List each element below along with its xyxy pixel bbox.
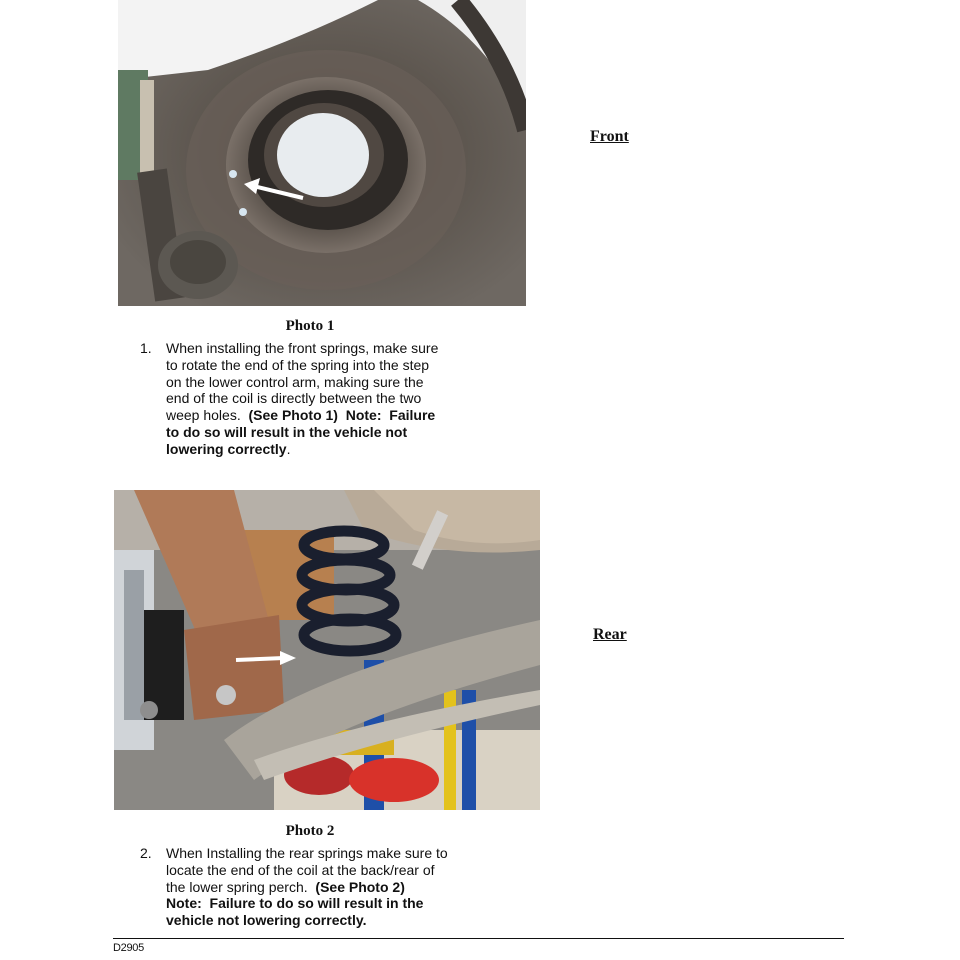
step-number: 2.: [140, 845, 152, 861]
step-line: [166, 845, 448, 862]
step-line-text: the lower spring perch.: [166, 878, 316, 895]
instruction-step-1: [140, 340, 480, 460]
step-line: [166, 879, 448, 896]
step-line: [166, 390, 438, 407]
step-line: [166, 340, 438, 357]
step-line: [166, 357, 438, 374]
photo-1-image: [118, 0, 526, 306]
photo-2-image: [114, 490, 540, 810]
step-line: [166, 895, 448, 912]
step-line: [166, 407, 438, 424]
rear-section-label: Rear: [593, 626, 627, 643]
photo-2-caption: Photo 2: [285, 823, 335, 839]
step-text: [166, 845, 448, 929]
footer-divider: [113, 938, 844, 939]
step-line: [166, 424, 438, 441]
step-line-bold-text: Note: Failure to do so will result in the: [166, 895, 424, 912]
step-line: [166, 441, 438, 458]
instruction-step-2: [140, 845, 480, 935]
step-line-text: on the lower control arm, making sure the: [166, 373, 424, 390]
step-line-text: to rotate the end of the spring into the step: [166, 356, 430, 373]
photo-1-front-spring-pocket: [118, 0, 526, 306]
step-line-text: When installing the front springs, make sure: [166, 340, 439, 356]
step-line-bold-text: to do so will result in the vehicle not: [166, 423, 408, 440]
step-line: [166, 862, 448, 879]
document-code: D2905: [113, 942, 144, 954]
step-number: 1.: [140, 340, 152, 356]
step-line-bold-text: (See Photo 2): [315, 878, 405, 895]
step-line-text: end of the coil is directly between the two: [166, 390, 422, 407]
photo-2-rear-spring: [114, 490, 540, 810]
step-line-bold-text: lowering correctly: [166, 440, 287, 457]
step-line: [166, 374, 438, 391]
step-line-bold-text: vehicle not lowering correctly.: [166, 912, 367, 929]
front-section-label: Front: [590, 128, 629, 145]
step-line: [166, 912, 448, 929]
step-line-text: weep holes.: [166, 407, 249, 424]
step-text: [166, 340, 438, 458]
step-line-text: .: [286, 440, 291, 457]
step-line-text: When Installing the rear springs make sure to: [166, 845, 448, 861]
step-line-text: locate the end of the coil at the back/rear of: [166, 861, 435, 878]
step-line-bold-text: (See Photo 1) Note: Failure: [248, 407, 436, 424]
photo-1-caption: Photo 1: [285, 318, 335, 334]
